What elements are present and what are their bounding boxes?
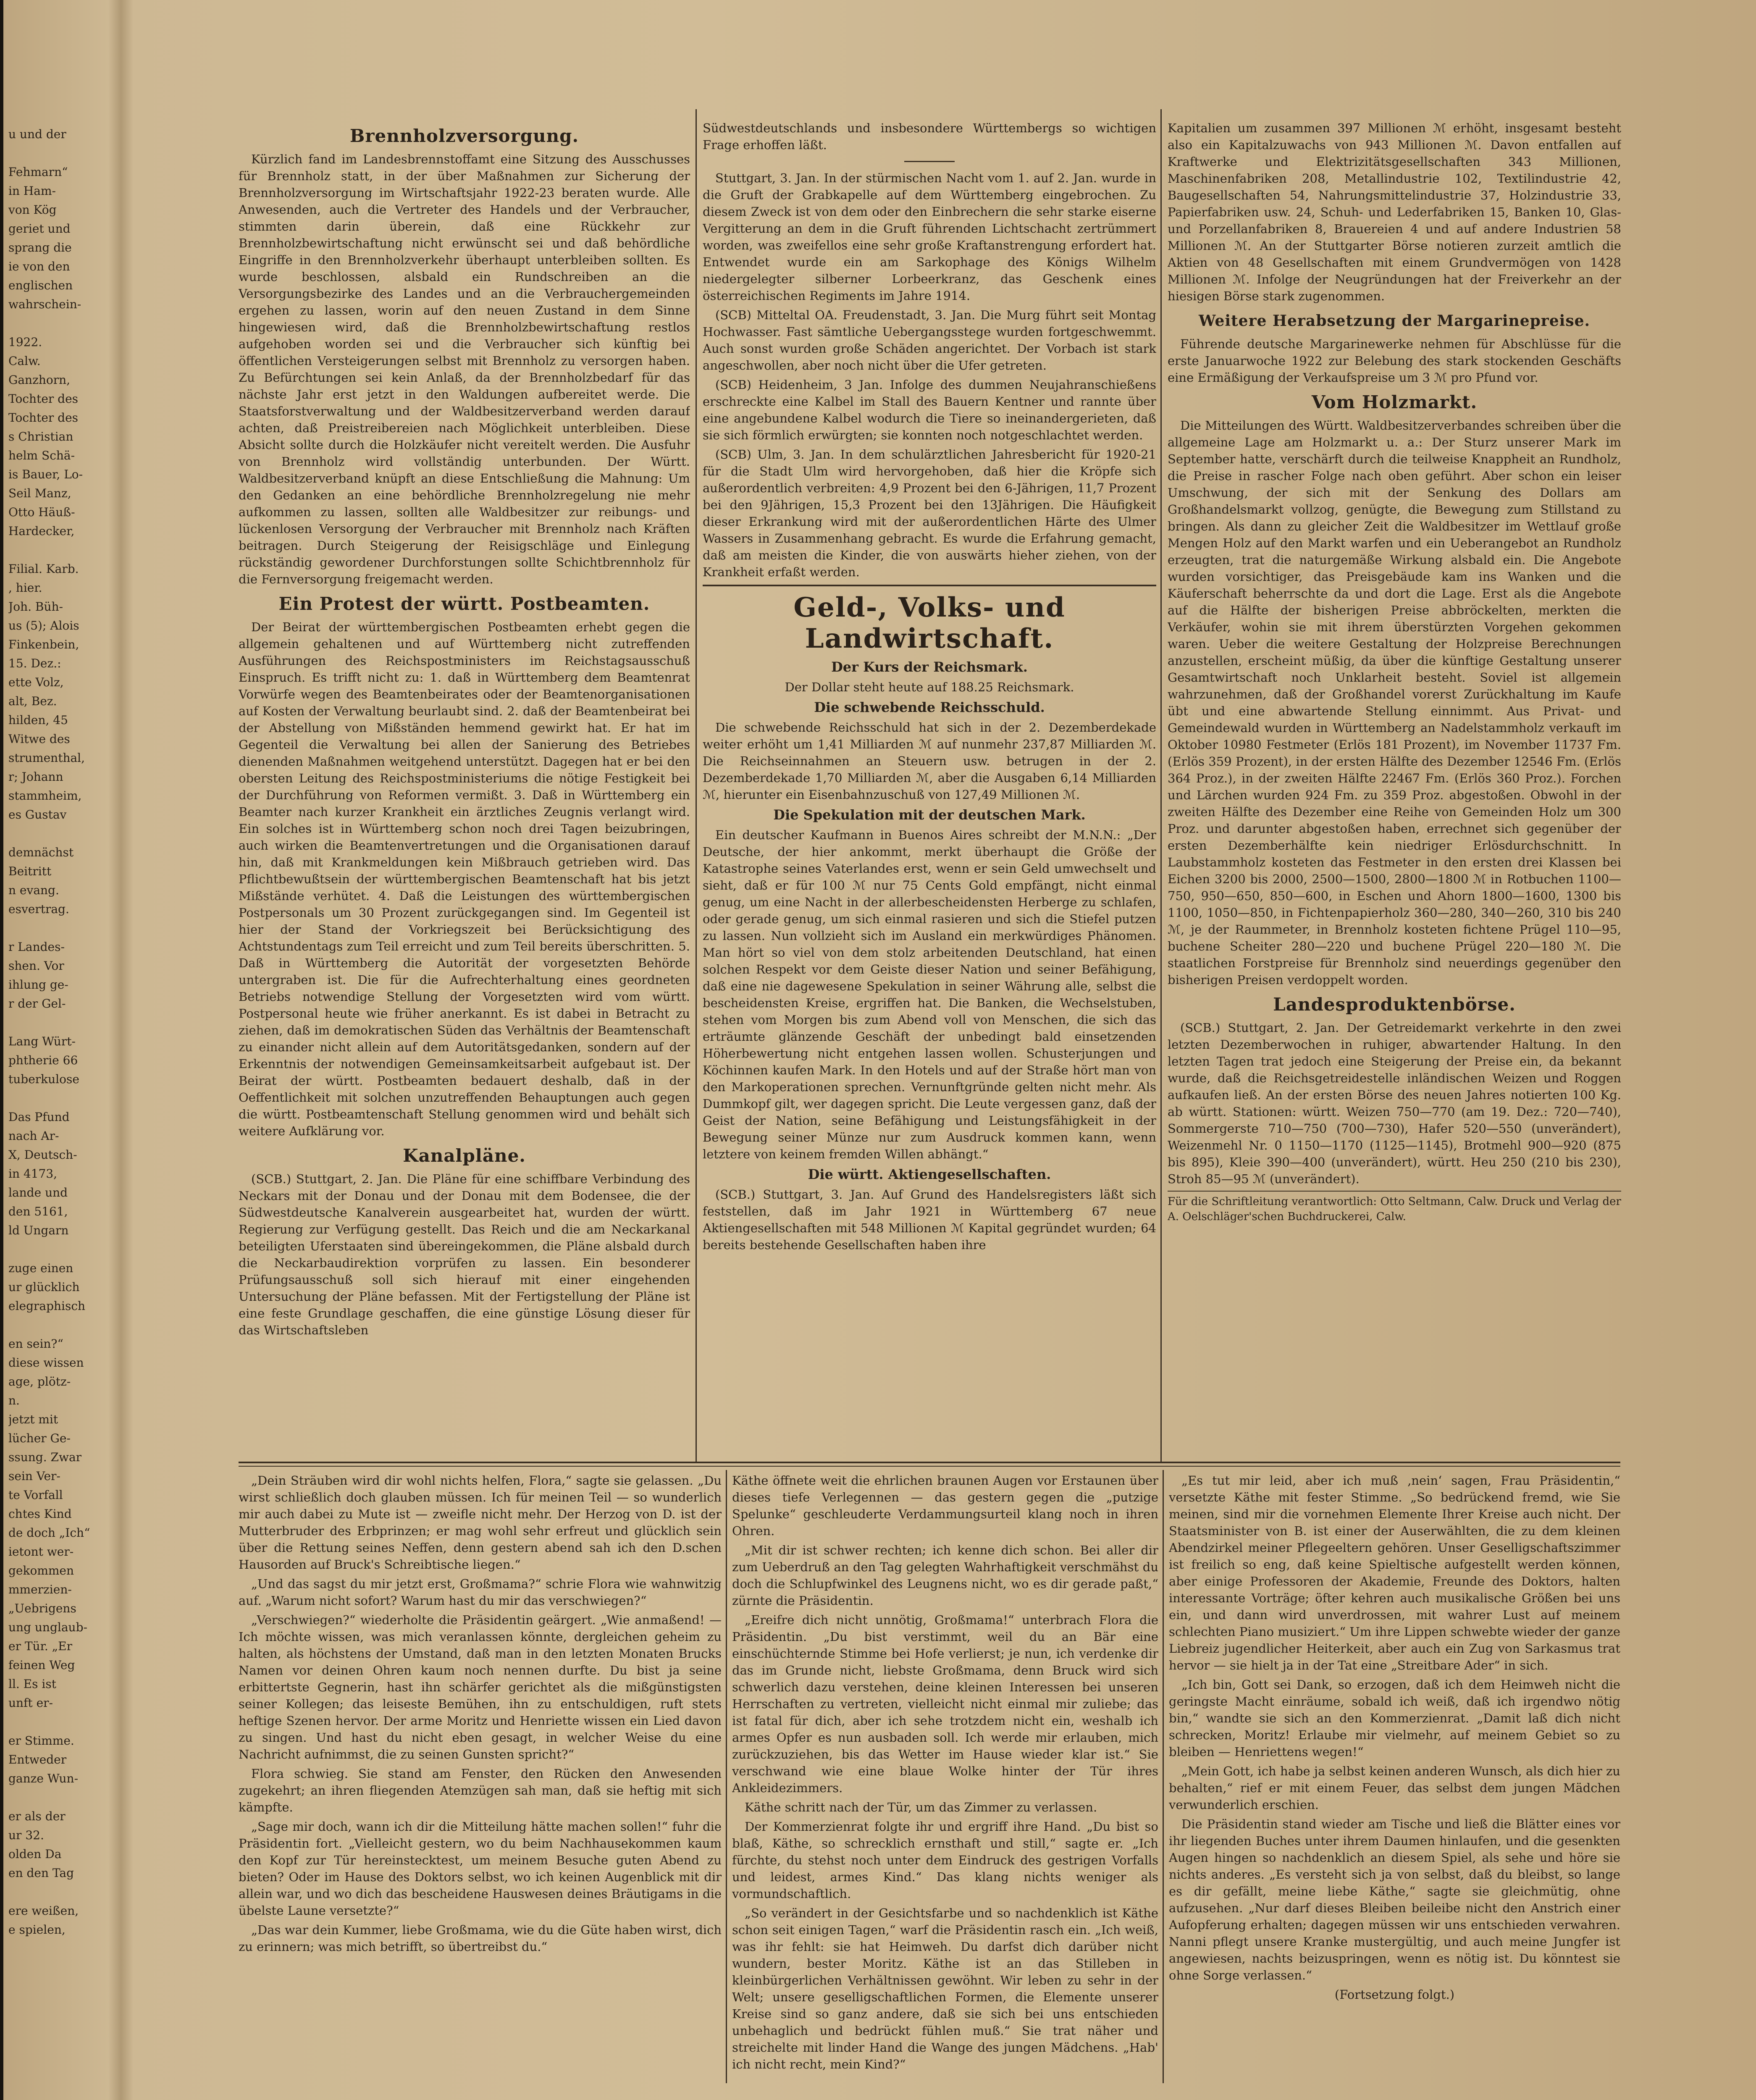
headline-kurs: Der Kurs der Reichsmark. [831,659,1028,675]
edge-fragment-line: den 5161, [8,1205,68,1218]
edge-fragment-line: hilden, 45 [8,713,68,727]
article-gruft: Stuttgart, 3. Jan. In der stürmischen Nacht vom 1. auf 2. Jan. wurde in die Gruft der Grabkapelle auf dem Württemberg eingebrochen. Zu diesem Zweck ist von dem oder den Einbrechern die sehr starke eiserne Vergitterung an dem in die Gruft führenden Lichtschacht zertrümmert worden, was zweifellos eine sehr große Kraftanstrengung erfordert hat. Entwendet wurde ein am Sarkophage des Königs Wilhelm niedergelegter silberner Lorbeerkranz, das Geschenk eines österreichischen Regiments im Jahre 1914. [703,171,1156,303]
feuilleton-divider [239,1462,1620,1463]
edge-fragment-line: Das Pfund [8,1110,70,1124]
edge-fragment-line: helm Schä- [8,449,75,462]
edge-fragment-line: Finkenbein, [8,638,79,651]
article-kurs: Der Dollar steht heute auf 188.25 Reichsmark. [785,680,1074,694]
article-column-3 [1168,120,1621,1460]
novel-paragraph: „Das war dein Kummer, liebe Großmama, wie du die Güte haben wirst, dich zu erinnern; was mich betrifft, so übertreibst du.“ [239,1923,722,1954]
edge-fragment-line [8,1014,105,1031]
edge-fragment-line [8,542,105,558]
novel-paragraph: „Sage mir doch, wann ich dir die Mitteilung hätte machen sollen!“ fuhr die Präsidentin fort. „Vielleicht gestern, wo du beim Nachhausekommen kaum den Kopf zur Tür hereinstecktest, um meinem Besuche guten Abend zu bieten? Oder im Hause des Doktors selbst, wo ich keinen Augenblick mit dir allein war, und wo dich das bescheidene Hauswesen deines Bräutigams in die übelste Laune versetzte?“ [239,1819,722,1918]
edge-fragment-line: us (5); Alois [8,619,79,633]
article-aktien: (SCB.) Stuttgart, 3. Jan. Auf Grund des Handelsregisters läßt sich feststellen, daß im Jahr 1921 in Württemberg 67 neue Aktiengesellschaften mit 548 Millionen ℳ Kapital gegründet wurden; 64 bereits bestehende Gesellschaften haben ihre [703,1187,1156,1252]
edge-fragment-line: n evang. [8,883,59,897]
article-column-2 [703,120,1156,1460]
edge-fragment-line: zuge einen [8,1261,73,1275]
edge-fragment-line [8,920,105,936]
edge-fragment-line: in Ham- [8,184,56,198]
section-divider [703,585,1156,586]
article-produktenboerse: (SCB.) Stuttgart, 2. Jan. Der Getreidemarkt verkehrte in den zwei letzten Dezemberwochen in ruhiger, abwartender Haltung. In den letzten Tagen trat jedoch eine Steigerung der Preise ein, da bekannt wurde, daß die Reichsgetreidestelle inländischen Weizen und Roggen aufkaufen ließ. An der ersten Börse des neuen Jahres notierten 100 Kg. ab württ. Stationen: württ. Weizen 750—770 (am 19. Dez.: 720—740), Sommergerste 710—750 (700—730), Hafer 520—550 (unverändert), Weizenmehl Nr. 0 1150—1170 (1125—1145), Brotmehl 900—920 (875 bis 895), Kleie 390—400 (unverändert), württ. Heu 250 (210 bis 230), Stroh 85—95 ℳ (unverändert). [1168,1021,1621,1186]
edge-fragment-line: X, Deutsch- [8,1148,77,1162]
headline-kanal: Kanalpläne. [403,1145,526,1166]
edge-fragment-line: wahrschein- [8,297,81,311]
edge-fragment-line: 1922. [8,335,42,349]
edge-fragment-line [8,1317,105,1333]
edge-fragment-line: s Christian [8,430,73,444]
article-ulm: (SCB) Ulm, 3. Jan. In dem schulärztlichen Jahresbericht für 1920-21 für die Stadt Ulm wird hervorgehoben, daß hier die Kröpfe sich außerordentlich verbreiten: 4,9 Prozent bei den 6-Jährigen, 11,7 Prozent bei den 9Jährigen, 15,3 Prozent bei den 13Jährigen. Die Häufigkeit dieser Erkrankung wird mit der außerordentlichen Härte des Ulmer Wassers in Zusammenhang gebracht. Es wurde die Erfahrung gemacht, daß am meisten die Kinder, die von auswärts hieher ziehen, von der Krankheit erfaßt werden. [703,447,1156,579]
edge-fragment-line: Otto Häuß- [8,505,75,519]
edge-fragment-line: jetzt mit [8,1412,58,1426]
edge-fragment-line: en den Tag [8,1866,74,1880]
edge-fragment-line [8,825,105,842]
edge-fragment-line: Hardecker, [8,524,75,538]
novel-column-3 [1169,1472,1620,2094]
edge-fragment-line: lande und [8,1186,68,1200]
novel-paragraph: „Verschwiegen?“ wiederholte die Präsidentin geärgert. „Wie anmaßend! — Ich möchte wissen, was mich veranlassen könnte, dergleichen geheim zu halten, als höchstens der Umstand, daß man in den letzten Monaten Brucks Namen vor deinen Ohren kaum noch nennen durfte. Du bist ja seine erbittertste Gegnerin, hast ihn schärfer gerichtet als die mißgünstigsten seiner Kollegen; das leiseste Bemühen, ihn zu entschuldigen, ruft stets heftige Szenen hervor. Der arme Moritz und Henriette wissen ein Lied davon zu singen. Und hast du nicht eben gesagt, in welcher Weise du eine Nachricht aufnimmst, die zu seinen Gunsten spricht?“ [239,1613,722,1761]
headline-margarine: Weitere Herabsetzung der Margarinepreise. [1198,312,1591,330]
imprint-text: Für die Schriftleitung verantwortlich: Otto Seltmann, Calw. Druck und Verlag der A. Oelschläger'schen Buchdruckerei, Calw. [1168,1195,1621,1223]
continuation-note: (Fortsetzung folgt.) [1334,1987,1455,2002]
novel-paragraph: Käthe öffnete weit die ehrlichen braunen Augen vor Erstaunen über dieses tiefe Verlegennen — das gestern gegen die „putzige Spelunke“ geschleuderte Verdammungsurteil klang noch in ihren Ohren. [732,1473,1158,1538]
section-heading-economy: Geld-, Volks- und Landwirtschaft. [793,592,1066,654]
edge-fragment-line: Witwe des [8,732,70,746]
edge-fragment-line: , hier. [8,581,42,595]
edge-fragment-line: von Kög [8,203,57,217]
edge-fragment-line: de doch „Ich“ [8,1526,90,1540]
edge-fragment-line: ietont wer- [8,1545,74,1559]
edge-fragment-line: olden Da [8,1847,62,1861]
edge-fragment-line: Joh. Büh- [8,600,63,614]
novel-paragraph: „Dein Sträuben wird dir wohl nichts helfen, Flora,“ sagte sie gelassen. „Du wirst schließlich doch glauben müssen. Ich für meinen Teil — so wunderlich mir auch dabei zu Mute ist — zweifle nicht mehr. Der Herzog von D. ist der Mutterbruder des Erbprinzen; er mag wohl sehr erfreut und glücklich sein über die Rettung seines Neffen, denn gestern abend sah ich den D.schen Hausorden auf Bruck's Schreibtische liegen.“ [239,1473,722,1572]
edge-fragment-line: esvertrag. [8,902,69,916]
newspaper-page [3,0,1756,2100]
edge-fragment-line: chtes Kind [8,1507,72,1521]
edge-fragment-line: er Stimme. [8,1734,74,1748]
edge-fragment-line [8,1090,105,1106]
edge-fragment-line: es Gustav [8,808,67,822]
edge-fragment-line: te Vorfall [8,1488,63,1502]
edge-fragment-line: ld Ungarn [8,1223,69,1237]
article-heidenheim: (SCB) Heidenheim, 3 Jan. Infolge des dummen Neujahranschießens erschreckte eine Kalbel im Stall des Bauern Kentner und rannte über eine angebundene Kalbel wodurch die Tiere so ineinandergerieten, daß sie sich förmlich erwürgten; sie konnten noch notgeschlachtet werden. [703,378,1156,442]
novel-paragraph: Flora schwieg. Sie stand am Fenster, den Rücken den Anwesenden zugekehrt; an ihren fliegenden Atemzügen sah man, daß sie heftig mit sich kämpfte. [239,1767,722,1814]
edge-fragment-line: nach Ar- [8,1129,59,1143]
article-kanal-continued: Südwestdeutschlands und insbesondere Württembergs so wichtigen Frage erhoffen läßt. [703,121,1156,152]
article-holzmarkt: Die Mitteilungen des Württ. Waldbesitzerverbandes schreiben über die allgemeine Lage am Holzmarkt u. a.: Der Sturz unserer Mark im September hatte, verschärft durch die teilweise Knappheit an Rundholz, die Preise in rascher Folge nach oben geführt. Aber schon ein leiser Umschwung, der sich mit der Senkung des Dollars am Großhandelsmarkt vollzog, genügte, die Bewegung zum Stillstand zu bringen. Als dann zu gleicher Zeit die Waldbesitzer im Wettlauf große Mengen Holz auf den Markt warfen und ein Ueberangebot an Rundholz erzeugten, trat die naturgemäße Wirkung alsbald ein. Die Angebote wurden vorsichtiger, das Preisgebäude kam ins Wanken und die Käuferschaft beherrschte da und dort die Lage. Erst als die Angebote auf die Hälfte der bisherigen Preise abbröckelten, merkten die Verkäufer, wohin sie mit ihrem überstürzten Vorgehen gekommen waren. Ueber die weitere Gestaltung der Holzpreise Berechnungen anzustellen, erscheint müßig, da über die künftige Gestaltung unserer Gesamtwirtschaft noch Unklarheit besteht. Soviel ist allgemein wahrzunehmen, daß der Großhandel vorerst Zurückhaltung im Kaufe übt und eine abwartende Stellung einnimmt. Aus Privat- und Gemeindewald wurden in Württemberg an Nadelstammholz verkauft im Oktober 10980 Festmeter (Erlös 181 Prozent), im November 11737 Fm. (Erlös 359 Prozent), in der ersten Hälfte des Dezember 12546 Fm. (Erlös 364 Proz.), in der zweiten Hälfte 22467 Fm. (Erlös 360 Proz.). Forchen und Lärchen wurden 924 Fm. zu 359 Proz. abgestoßen. Obwohl in der zweiten Hälfte des Dezember eine Reihe von Gemeinden Holz um 300 Proz. und darunter abgestoßen haben, errechnet sich gegenüber der ersten Dezemberhälfte kein niedriger Erlösdurchschnitt. In Laubstammholz kosteten das Festmeter in den ersten drei Klassen bei Eichen 3200 bis 2000, 2500—1500, 2800—1800 ℳ in Rotbuchen 1100—750, 950—650, 850—600, in Eschen und Ahorn 1800—1600, 1300 bis 1100, 1050—850, in Fichtenpapierholz 360—280, 340—260, 310 bis 240 ℳ, je der Raummeter, in Brennholz kosteten fichtene Prügel 110—95, buchene Scheiter 280—220 und buchene Prügel 220—180 ℳ. Die staatlichen Forstpreise für Brennholz sind neuerdings gegenüber den bisherigen Preisen verdoppelt worden. [1168,418,1621,987]
article-kanal: (SCB.) Stuttgart, 2. Jan. Die Pläne für eine schiffbare Verbindung des Neckars mit der Donau und der Donau mit dem Bodensee, die der Südwestdeutsche Kanalverein ausgearbeitet hat, wurden der württ. Regierung zur Verfügung gestellt. Das Reich und die am Neckarkanal beteiligten Uferstaaten sind übereingekommen, die Pläne alsbald durch die Neckarbaudirektion vorprüfen zu lassen. Ein besonderer Prüfungsausschuß soll sich hierauf mit einer eingehenden Untersuchung der Pläne befassen. Mit der Fertigstellung der Pläne ist eine feste Grundlage geschaffen, die eine günstige Lösung dieser für das Wirtschaftsleben [239,1172,690,1337]
headline-produktenboerse: Landesproduktenbörse. [1273,994,1516,1015]
edge-fragment-line: ur 32. [8,1828,44,1842]
article-margarine: Führende deutsche Margarinewerke nehmen für Abschlüsse für die erste Januarwoche 1922 zur Belebung des stark stockenden Geschäfts eine Ermäßigung der Verkaufspreise um 3 ℳ pro Pfund vor. [1168,337,1621,385]
edge-fragment-line: „Uebrigens [8,1601,76,1615]
edge-fragment-line: e spielen, [8,1923,66,1937]
novel-rule-1 [726,1470,727,2083]
edge-fragment-line: ette Volz, [8,675,64,689]
column-rule-1 [696,109,697,1462]
article-spekulation: Ein deutscher Kaufmann in Buenos Aires schreibt der M.N.N.: „Der Deutsche, der hier ankommt, merkt überhaupt die Größe der Katastrophe seines Vaterlandes erst, wenn er sein Geld umwechselt und sieht, daß er für 100 ℳ nur 75 Cents Gold empfängt, nicht einmal genug, um eine Nacht in der allerbescheidensten Herberge zu schlafen, oder gerade genug, um sich einmal rasieren und sich die Stiefel putzen zu lassen. Nun vollzieht sich im Ausland ein merkwürdiges Phänomen. Man hört so viel von dem stolz arbeitenden Deutschland, hat einen solchen Respekt vor dem Geiste dieser Nation und seiner Befähigung, daß eine nie dagewesene Spekulation in seiner Währung alle, selbst die bescheidensten Kreise, ergriffen hat. Die Banken, die Wechselstuben, stehen vom Morgen bis zum Abend voll von Menschen, die sich das erträumte glänzende Geschäft der unbedingt bald einsetzenden Höherbewertung nicht entgehen lassen wollen. Schusterjungen und Köchinnen kaufen Mark. In den Hotels und auf der Straße hört man von den Markoperationen sprechen. Vernunftgründe gelten nicht mehr. Als Dummkopf gilt, wer dagegen spricht. Die Leute vergessen ganz, daß der Geist der Nation, seine Befähigung und Leistungsfähigkeit in der Bewegung seiner Münze nur zum Ausdruck kommen kann, wenn letztere von keinem fremden Willen abhängt.“ [703,828,1156,1161]
novel-paragraph: „So verändert in der Gesichtsfarbe und so nachdenklich ist Käthe schon seit einigen Tagen,“ warf die Präsidentin rasch ein. „Ich weiß, was ihr fehlt: sie hat Heimweh. Du darfst dich darüber nicht wundern, bester Moritz. Käthe ist an das Stilleben in kleinbürgerlichen Verhältnissen gewöhnt. Wir leben zu sehr in der Welt; unsere geselligschaftlichen Formen, die Elemente unserer Kreise sind so ganz andere, daß sie sich bei uns entschieden unbehaglich und bedrückt fühlen muß.“ Sie trat näher und streichelte mit linder Hand die Wange des jungen Mädchens. „Hab' ich nicht recht, mein Kind?“ [732,1906,1158,2071]
edge-fragment-line: ganze Wun- [8,1772,79,1785]
headline-reichsschuld: Die schwebende Reichsschuld. [814,699,1045,715]
edge-fragment-line: stammheim, [8,789,82,803]
edge-fragment-line: ur glücklich [8,1280,80,1294]
edge-fragment-line: en sein?“ [8,1337,63,1351]
edge-fragment-line: sprang die [8,241,72,255]
headline-aktien: Die württ. Aktiengesellschaften. [808,1166,1051,1182]
edge-fragment-line: unft er- [8,1696,53,1710]
novel-paragraph: Käthe schritt nach der Tür, um das Zimmer zu verlassen. [745,1800,1097,1814]
edge-fragment-line: tuberkulose [8,1072,79,1086]
edge-fragment-line: diese wissen [8,1356,84,1370]
edge-fragment-line: Lang Würt- [8,1034,76,1048]
novel-rule-2 [1163,1470,1164,2083]
edge-fragment-line: alt, Bez. [8,694,57,708]
edge-fragment-list [8,126,105,1938]
edge-fragment-line [8,1241,105,1257]
left-edge-column [8,126,105,2050]
edge-fragment-line: u und der [8,127,66,141]
headline-brennholz: Brennholzversorgung. [349,126,579,146]
edge-fragment-line: phtherie 66 [8,1053,78,1067]
edge-fragment-line: r; Johann [8,770,63,784]
edge-fragment-line: Tochter des [8,392,79,406]
edge-fragment-line: shen. Vor [8,959,64,973]
edge-fragment-line: elegraphisch [8,1299,86,1313]
edge-fragment-line: ung unglaub- [8,1620,87,1634]
novel-column-2 [732,1472,1158,2094]
headline-spekulation: Die Spekulation mit der deutschen Mark. [773,807,1086,823]
novel-paragraph: „Ereifre dich nicht unnötig, Großmama!“ unterbrach Flora die Präsidentin. „Du bist verstimmt, weil du an Bär eine einschüchternde Stimme bei Hofe verlierst; je nun, ich verdenke dir das im Grunde nicht, liebste Großmama, denn Bruck wird sich schwerlich dazu verstehen, deine kleinen Interessen bei unseren Herrschaften zu vertreten, vielleicht nicht einmal mir zuliebe; das ist fatal für dich, aber ich sehe trotzdem nicht ein, weshalb ich armes Opfer es nun ausbaden soll. Ich werde mir erlauben, mich zurückzuziehen, bis das Wetter im Hause wieder klar ist.“ Sie verschwand wie eine blaue Wolke hinter der Tür ihres Ankleidezimmers. [732,1613,1158,1795]
novel-paragraph: „Mit dir ist schwer rechten; ich kenne dich schon. Bei aller dir zum Ueberdruß an den Tag gelegten Wahrhaftigkeit verschmähst du doch die Schlupfwinkel des Leugnens nicht, wo es dir gerade paßt,“ zürnte die Präsidentin. [732,1543,1158,1608]
edge-fragment-line: r Landes- [8,940,65,954]
edge-fragment-line: ihlung ge- [8,978,68,992]
novel-paragraph: Die Präsidentin stand wieder am Tische und ließ die Blätter eines vor ihr liegenden Buches unter ihrem Daumen hinlaufen, und die gesenkten Augen hingen so nachdenklich an diesem Spiel, als sehe und höre sie nichts anderes. „Es versteht sich ja von selbst, daß du bleibst, so lange es dir gefällt, meine liebe Käthe,“ sagte sie gleichmütig, ohne aufzusehen. „Nur darf dieses Bleiben beileibe nicht den Anstrich einer Aufopferung erhalten; dagegen müssen wir uns entschieden verwahren. Nanni pflegt unsere Kranke mustergültig, und auch meine Jungfer ist angewiesen, nachts beizuspringen, wenn es nötig ist. Du könntest sie ohne Sorge verlassen.“ [1169,1817,1620,1982]
edge-fragment-line: ll. Es ist [8,1677,56,1691]
edge-fragment-line: n. [8,1394,20,1407]
short-divider [904,161,955,162]
novel-column-1 [239,1472,722,2094]
edge-fragment-line: geriet und [8,222,71,236]
imprint [1168,1191,1621,1224]
edge-fragment-line [8,1884,105,1900]
novel-paragraph: „Es tut mir leid, aber ich muß ‚nein‘ sagen, Frau Präsidentin,“ versetzte Käthe mit fester Stimme. „So bedrückend fremd, wie Sie meinen, sind mir die vornehmen Elemente Ihrer Kreise auch nicht. Der Staatsminister von B. ist einer der Auserwählten, die zu dem kleinen Abendzirkel meiner Pflegeeltern gehören. Unser Geselligschaftszimmer ist freilich so eng, daß keine Spieltische aufgestellt werden können, aber einige Professoren der Akademie, Freunde des Doktors, halten interessante Vorträge; öfter kehren auch musikalische Größen bei uns ein, und dann wird unverdrossen, mit wahrer Lust auf meinem schlechten Piano musiziert.“ Um ihre Lippen schwebte wieder der ganze Liebreiz jugendlicher Heiterkeit, aber auch ein Zug von Sarkasmus trat hervor — sie hielt ja in der Tat eine „Streitbare Ader“ in sich. [1169,1473,1620,1672]
edge-fragment-line [8,315,105,331]
page-fold-shadow [108,0,134,2100]
edge-fragment-line: Ganzhorn, [8,373,71,387]
edge-fragment-line: er Tür. „Er [8,1639,73,1653]
edge-fragment-line: strumenthal, [8,751,85,765]
edge-fragment-line: age, plötz- [8,1375,71,1389]
edge-fragment-line [8,1714,105,1730]
edge-fragment-line [8,145,105,161]
edge-fragment-line: feinen Weg [8,1658,75,1672]
article-reichsschuld: Die schwebende Reichsschuld hat sich in der 2. Dezemberdekade weiter erhöht um 1,41 Milliarden ℳ auf nunmehr 237,87 Milliarden ℳ. Die Reichseinnahmen an Steuern usw. betrugen in der 2. Dezemberdekade 1,70 Milliarden ℳ, aber die Ausgaben 6,14 Milliarden ℳ, hierunter ein Eisenbahnzuschuß von 127,49 Millionen ℳ. [703,720,1156,802]
edge-fragment-line: ssung. Zwar [8,1450,82,1464]
edge-fragment-line: is Bauer, Lo- [8,467,83,481]
edge-fragment-line: er als der [8,1809,66,1823]
edge-fragment-line: r der Gel- [8,997,66,1011]
edge-fragment-line: Tochter des [8,411,79,425]
novel-paragraph: Der Kommerzienrat folgte ihr und ergriff ihre Hand. „Du bist so blaß, Käthe, so schrecklich ernsthaft und still,“ sagte er. „Ich fürchte, du stehst noch unter dem Eindruck des gestrigen Vorfalls und leidest, armes Kind.“ Das klang nichts weniger als vormundschaftlich. [732,1819,1158,1901]
edge-fragment-line: Beitritt [8,864,52,878]
edge-fragment-line: in 4173, [8,1167,58,1181]
edge-fragment-line: demnächst [8,845,74,859]
article-protest: Der Beirat der württembergischen Postbeamten erhebt gegen die allgemein gehaltenen und auf Württemberg nicht zutreffenden Ausführungen des Reichspostministers im Reichstagsausschuß Einspruch. Es trifft nicht zu: 1. daß in Württemberg dem Beamtenrat Vorwürfe wegen des Beamtenbeirates oder der Beamtenorganisationen auf Kosten der Verwaltung beurlaubt sind. 2. daß der Beamtenbeirat bei der Abstellung von Mißständen hemmend gewirkt hat. Er hat im Gegenteil die Verwaltung bei allen der Sanierung des Betriebes dienenden Maßnahmen weitgehend unterstützt. Dagegen hat er bei den obersten Leitung des Reichspostministeriums die nötige Festigkeit bei der Durchführung von Reformen vermißt. 3. Daß in Württemberg ein Beamter nach kurzer Krankheit ein ärztliches Zeugnis verlangt wird. Ein solches ist in Württemberg schon noch drei Tagen beizubringen, auch wirken die Beamtenvertretungen und die Organisationen darauf hin, daß mit Krankmeldungen kein Mißbrauch getrieben wird. Das Pflichtbewußtsein der württembergischen Beamtenschaft hat bis jetzt Mißstände verhütet. 4. Daß die Leistungen des württembergischen Postpersonals um 30 Prozent zurückgegangen sind. Im Gegenteil ist hier der Stand der Vorkriegszeit bei Berücksichtigung des Achtstundentags zum Teil erreicht und zum Teil bereits überschritten. 5. Daß in Württemberg die Autorität der vorgesetzten Behörde untergraben ist. Die für die Aufrechterhaltung eines geordneten Betriebs notwendige Stellung der Vorgesetzten wird vom württ. Postpersonal heute wie früher anerkannt. Es ist dabei in Betracht zu ziehen, daß im demokratischen Süden das Verhältnis der Beamtenschaft zu einander nicht allein auf dem Autoritätsgedanken, sondern auf der Erkenntnis der notwendigen Gemeinsamkeitsarbeit aufgebaut ist. Der Beirat der württ. Postbeamten bedauert deshalb, daß in der Oeffentlichkeit mit solchen unzutreffenden Behauptungen auch gegen die württ. Postbeamtenschaft Stellung genommen wird und behält sich weitere Aufklärung vor. [239,620,690,1138]
edge-fragment-line: sein Ver- [8,1469,60,1483]
edge-fragment-line: Calw. [8,354,41,368]
article-column-1 [239,120,690,1460]
edge-fragment-line: gekommen [8,1564,74,1578]
edge-fragment-line: ie von den [8,260,70,273]
headline-protest: Ein Protest der württ. Postbeamten. [278,593,650,614]
edge-fragment-line: mmerzien- [8,1583,72,1596]
edge-fragment-line [8,1789,105,1806]
headline-holzmarkt: Vom Holzmarkt. [1311,392,1478,412]
edge-fragment-line: ere weißen, [8,1904,79,1918]
novel-paragraph: „Und das sagst du mir jetzt erst, Großmama?“ schrie Flora wie wahnwitzig auf. „Warum nicht sofort? Warum hast du mir das verschwiegen?“ [239,1577,722,1608]
feuilleton-divider-thin [239,1466,1620,1467]
novel-paragraph: „Ich bin, Gott sei Dank, so erzogen, daß ich dem Heimweh nicht die geringste Macht einräume, sobald ich weiß, daß ich irgendwo nötig bin,“ wandte sie sich an den Kommerzienrat. „Damit laß dich nicht schrecken, Moritz! Erlaube mir vielmehr, auf meinem Gebiet so zu bleiben — Henriettens wegen!“ [1169,1677,1620,1759]
article-aktien-continued: Kapitalien um zusammen 397 Millionen ℳ erhöht, insgesamt besteht also ein Kapitalzuwachs von 943 Millionen ℳ. Davon entfallen auf Kraftwerke und Elektrizitätsgesellschaften 343 Millionen, Maschinenfabriken 208, Metallindustrie 102, Textilindustrie 42, Baugesellschaften 54, Nahrungsmittelindustrie 37, Holzindustrie 33, Papierfabriken usw. 24, Schuh- und Lederfabriken 15, Banken 10, Glas- und Porzellanfabriken 8, Brauereien 4 und auf andere Industrien 58 Millionen ℳ. An der Stuttgarter Börse notieren zurzeit amtlich die Aktien von 48 Gesellschaften mit einem Grundvermögen von 1428 Millionen ℳ. Infolge der Neugründungen hat der Freiverkehr an der hiesigen Börse stark zugenommen. [1168,121,1621,303]
edge-fragment-line: 15. Dez.: [8,656,61,670]
edge-fragment-line: englischen [8,278,73,292]
edge-fragment-line: Filial. Karb. [8,562,79,576]
article-murg: (SCB) Mitteltal OA. Freudenstadt, 3. Jan. Die Murg führt seit Montag Hochwasser. Fast sämtliche Uebergangsstege wurden fortgeschwemmt. Auch sonst wurden große Schäden angerichtet. Der Vorbach ist stark angeschwollen, aber noch nicht über die Ufer getreten. [703,308,1156,373]
article-brennholz: Kürzlich fand im Landesbrennstoffamt eine Sitzung des Ausschusses für Brennholz statt, in der über Maßnahmen zur Sicherung der Brennholzversorgung im Wirtschaftsjahr 1922-23 beraten wurde. Alle Anwesenden, auch die Vertreter des Handels und der Verbraucher, stimmten darin überein, daß eine Rückkehr zur Brennholzbewirtschaftung nicht erwünscht sei und daß behördliche Eingriffe in den Brennholzverkehr überhaupt unterbleiben sollten. Es wurde beschlossen, alsbald ein Rundschreiben an die Versorgungsbezirke des Landes und an die Verbrauchergemeinden ergehen zu lassen, worin auf den neuen Zustand in dem Sinne hingewiesen wird, daß die Brennholzbewirtschaftung restlos aufgehoben worden sei und die Verbraucher sich künftig bei öffentlichen Versteigerungen selbst mit Brennholz zu versorgen haben. Zu Befürchtungen sei kein Anlaß, da der Brennholzbedarf für das nächste Jahr erst jetzt in den Waldungen aufbereitet werde. Die Staatsforstverwaltung und der Waldbesitzerverband werden darauf achten, daß Preistreibereien nach Möglichkeit unterbleiben. Diese Absicht sollte durch die Holzkäufer nicht vereitelt werden. Die Ausfuhr von Brennholz wird vollständig unterbunden. Der Württ. Waldbesitzerverband knüpft an diese Entschließung die Mahnung: Um den Gedanken an eine behördliche Brennholzregelung nie mehr aufkommen zu lassen, sollten alle Waldbesitzer zur reibungs- und lückenlosen Versorgung der Verbraucher mit Brennholz nach Kräften beitragen. Durch Steigerung der Reisigschläge und Einlegung rückständig gewordener Durchforstungen sollte Schichtbrennholz für die Fernversorgung freigemacht werden. [239,152,690,586]
edge-fragment-line: Fehmarn“ [8,165,68,179]
edge-fragment-line: Entweder [8,1753,67,1767]
column-rule-2 [1160,109,1162,1462]
edge-fragment-line: Seil Manz, [8,486,71,500]
edge-fragment-line: lücher Ge- [8,1431,71,1445]
novel-paragraph: „Mein Gott, ich habe ja selbst keinen anderen Wunsch, als dich hier zu behalten,“ rief er mit einem Feuer, das selbst dem jungen Mädchen verwunderlich erschien. [1169,1764,1620,1812]
